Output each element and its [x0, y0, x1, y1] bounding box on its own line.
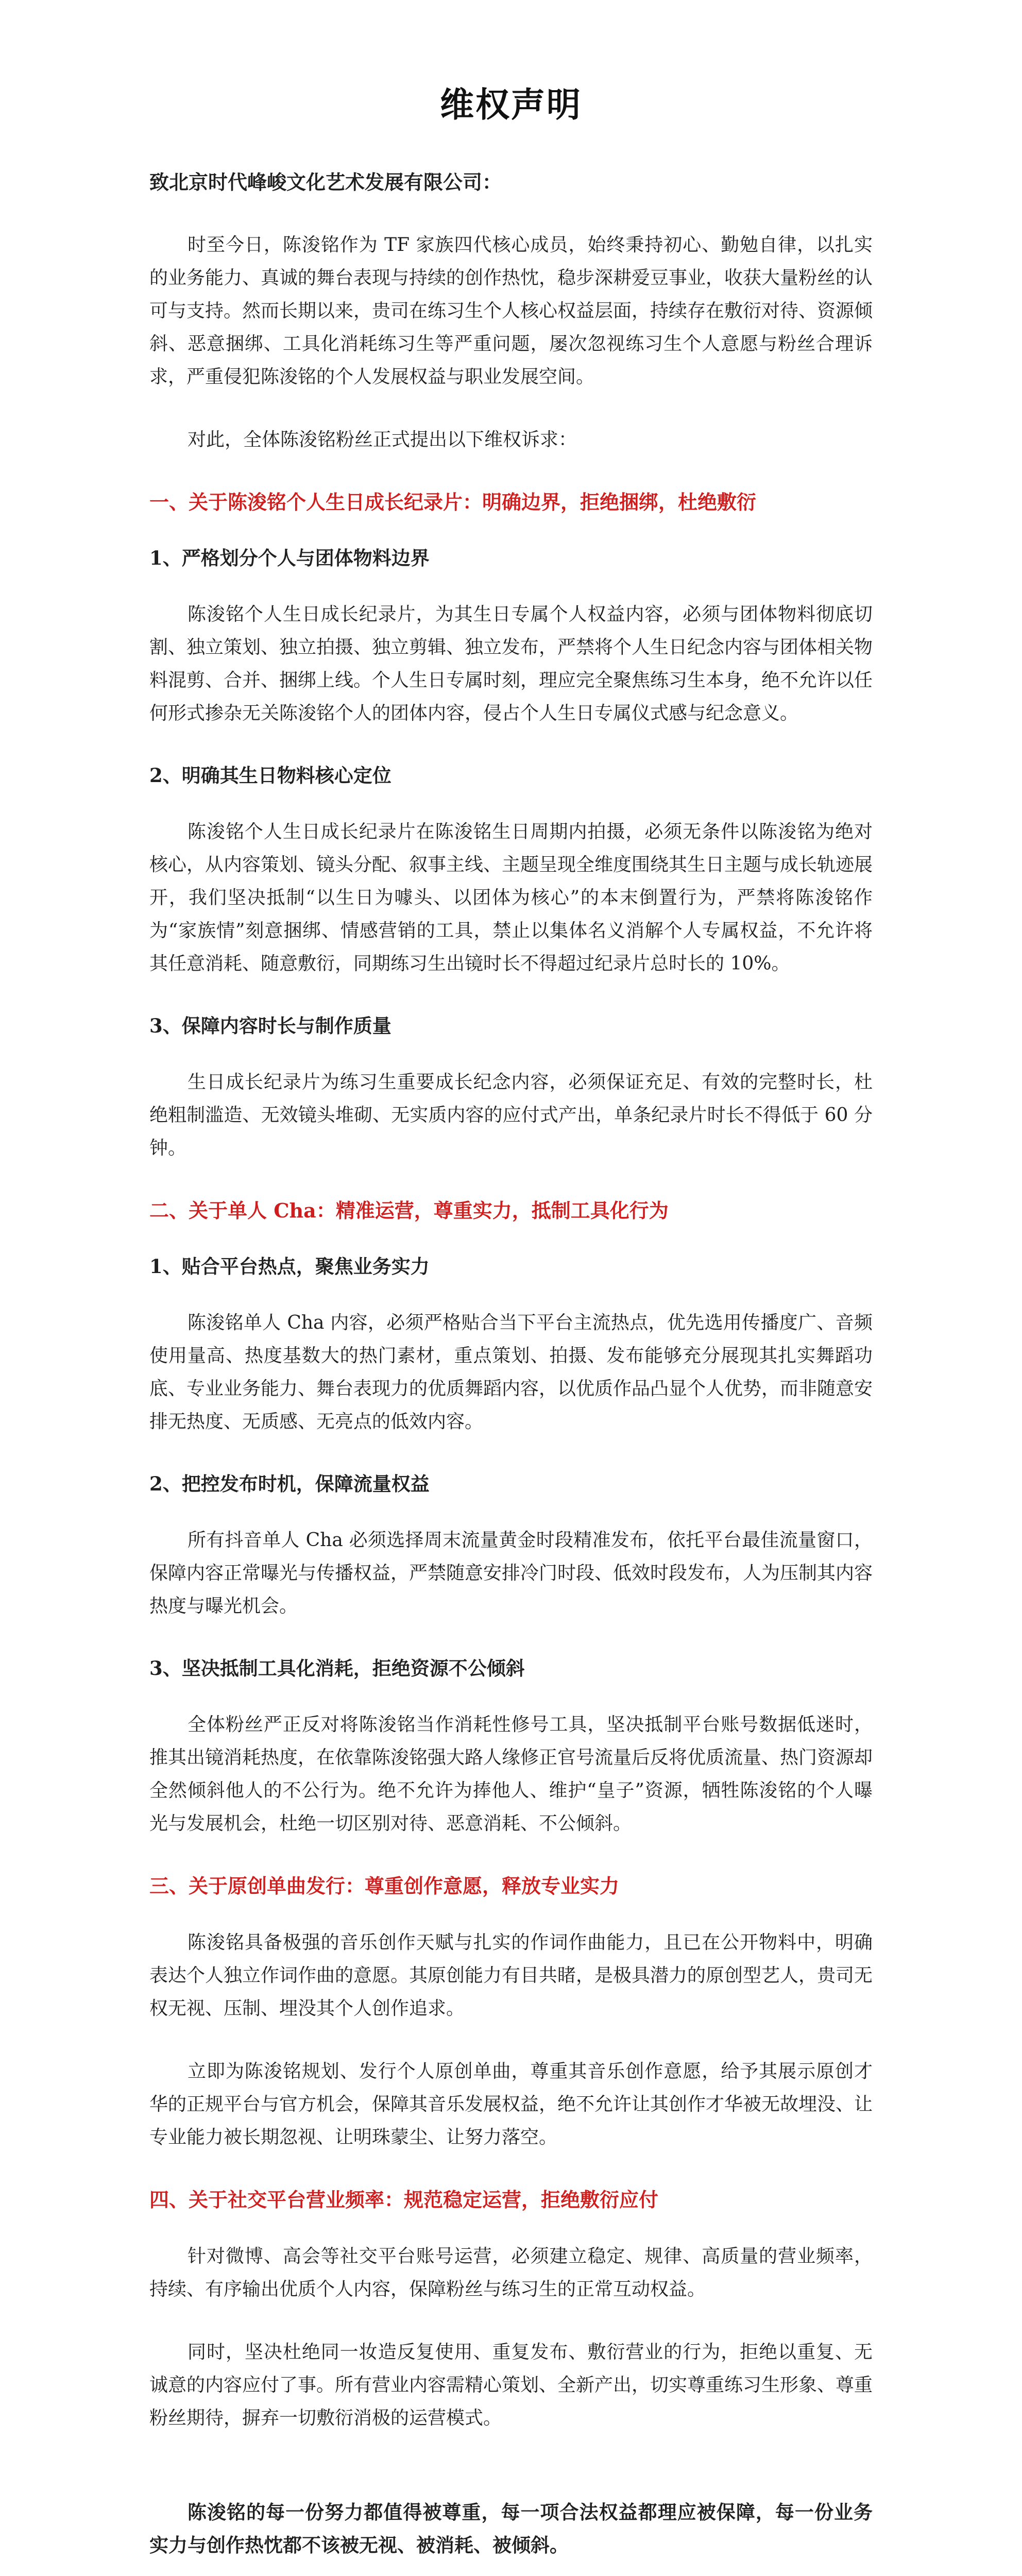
section-divider-space	[149, 2465, 873, 2496]
section-2-heading: 二、关于单人 Cha：精准运营，尊重实力，抵制工具化行为	[149, 1199, 669, 1222]
section-1-subheading-1: 1、严格划分个人与团体物料边界	[149, 547, 430, 569]
section-2-paragraph-1: 陈浚铭单人 Cha 内容，必须严格贴合当下平台主流热点，优先选用传播度广、音频使用量高、热度基数大的热门素材，重点策划、拍摄、发布能够充分展现其扎实舞蹈功底、专业业务能力、舞台表现力的优质舞蹈内容，以优质作品凸显个人优势，而非随意安排无热度、无质感、无亮点的低效内容。	[149, 1312, 873, 1432]
section-1-paragraph-2: 陈浚铭个人生日成长纪录片在陈浚铭生日周期内拍摄，必须无条件以陈浚铭为绝对核心，从内容策划、镜头分配、叙事主线、主题呈现全维度围绕其生日主题与成长轨迹展开，我们坚决抵制“以生日为噱头、以团体为核心”的本末倒置行为，严禁将陈浚铭作为“家族情”刻意捆绑、情感营销的工具，禁止以集体名义消解个人专属权益，不允许将其任意消耗、随意敷衍，同期练习生出镜时长不得超过纪录片总时长的 10%。	[149, 821, 873, 974]
salutation: 致北京时代峰峻文化艺术发展有限公司：	[149, 171, 502, 194]
section-2-paragraph-3: 全体粉丝严正反对将陈浚铭当作消耗性修号工具，坚决抵制平台账号数据低迷时，推其出镜消耗热度，在依靠陈浚铭强大路人缘修正官号流量后反将优质流量、热门资源却全然倾斜他人的不公行为。绝不允许为捧他人、维护“皇子”资源，牺牲陈浚铭的个人曝光与发展机会，杜绝一切区别对待、恶意消耗、不公倾斜。	[149, 1714, 873, 1834]
document-title: 维权声明	[440, 85, 582, 125]
section-3-heading: 三、关于原创单曲发行：尊重创作意愿，释放专业实力	[149, 1874, 620, 1897]
section-3-paragraph-2: 立即为陈浚铭规划、发行个人原创单曲，尊重其音乐创作意愿，给予其展示原创才华的正规平台与官方机会，保障其音乐发展权益，绝不允许让其创作才华被无故埋没、让专业能力被长期忽视、让明珠蒙尘、让努力落空。	[149, 2061, 873, 2148]
section-4-heading: 四、关于社交平台营业频率：规范稳定运营，拒绝敷衍应付	[149, 2188, 659, 2211]
section-1-heading: 一、关于陈浚铭个人生日成长纪录片：明确边界，拒绝捆绑，杜绝敷衍	[149, 490, 757, 514]
section-2-subheading-1: 1、贴合平台热点，聚焦业务实力	[149, 1255, 430, 1278]
section-1-subheading-2: 2、明确其生日物料核心定位	[149, 764, 391, 787]
section-3-paragraph-1: 陈浚铭具备极强的音乐创作天赋与扎实的作词作曲能力，且已在公开物料中，明确表达个人独立作词作曲的意愿。其原创能力有目共睹，是极具潜力的原创型艺人，贵司无权无视、压制、埋没其个人创作追求。	[149, 1932, 873, 2019]
section-2-paragraph-2: 所有抖音单人 Cha 必须选择周末流量黄金时段精准发布，依托平台最佳流量窗口，保障内容正常曝光与传播权益，严禁随意安排冷门时段、低效时段发布，人为压制其内容热度与曝光机会。	[149, 1530, 873, 1617]
section-1-paragraph-1: 陈浚铭个人生日成长纪录片，为其生日专属个人权益内容，必须与团体物料彻底切割、独立策划、独立拍摄、独立剪辑、独立发布，严禁将个人生日纪念内容与团体相关物料混剪、合并、捆绑上线。个人生日专属时刻，理应完全聚焦练习生本身，绝不允许以任何形式掺杂无关陈浚铭个人的团体内容，侵占个人生日专属仪式感与纪念意义。	[149, 604, 873, 724]
intro-paragraph: 时至今日，陈浚铭作为 TF 家族四代核心成员，始终秉持初心、勤勉自律，以扎实的业务能力、真诚的舞台表现与持续的创作热忱，稳步深耕爱豆事业，收获大量粉丝的认可与支持。然而长期以来，贵司在练习生个人核心权益层面，持续存在敷衍对待、资源倾斜、恶意捆绑、工具化消耗练习生等严重问题，屡次忽视练习生个人意愿与粉丝合理诉求，严重侵犯陈浚铭的个人发展权益与职业发展空间。	[149, 234, 873, 387]
section-4-paragraph-2: 同时，坚决杜绝同一妆造反复使用、重复发布、敷衍营业的行为，拒绝以重复、无诚意的内容应付了事。所有营业内容需精心策划、全新产出，切实尊重练习生形象、尊重粉丝期待，摒弃一切敷衍消极的运营模式。	[149, 2342, 873, 2429]
section-4-paragraph-1: 针对微博、高会等社交平台账号运营，必须建立稳定、规律、高质量的营业频率，持续、有序输出优质个人内容，保障粉丝与练习生的正常互动权益。	[149, 2246, 873, 2300]
section-1-paragraph-3: 生日成长纪录片为练习生重要成长纪念内容，必须保证充足、有效的完整时长，杜绝粗制滥造、无效镜头堆砌、无实质内容的应付式产出，单条纪录片时长不得低于 60 分钟。	[149, 1072, 873, 1159]
closing-paragraph-1: 陈浚铭的每一份努力都值得被尊重，每一项合法权益都理应被保障，每一份业务实力与创作热忱都不该被无视、被消耗、被倾斜。	[149, 2501, 873, 2556]
section-2-subheading-2: 2、把控发布时机，保障流量权益	[149, 1472, 430, 1495]
intro-claims-paragraph: 对此，全体陈浚铭粉丝正式提出以下维权诉求：	[188, 429, 577, 450]
section-2-subheading-3: 3、坚决抵制工具化消耗，拒绝资源不公倾斜	[149, 1657, 525, 1680]
section-1-subheading-3: 3、保障内容时长与制作质量	[149, 1014, 391, 1037]
